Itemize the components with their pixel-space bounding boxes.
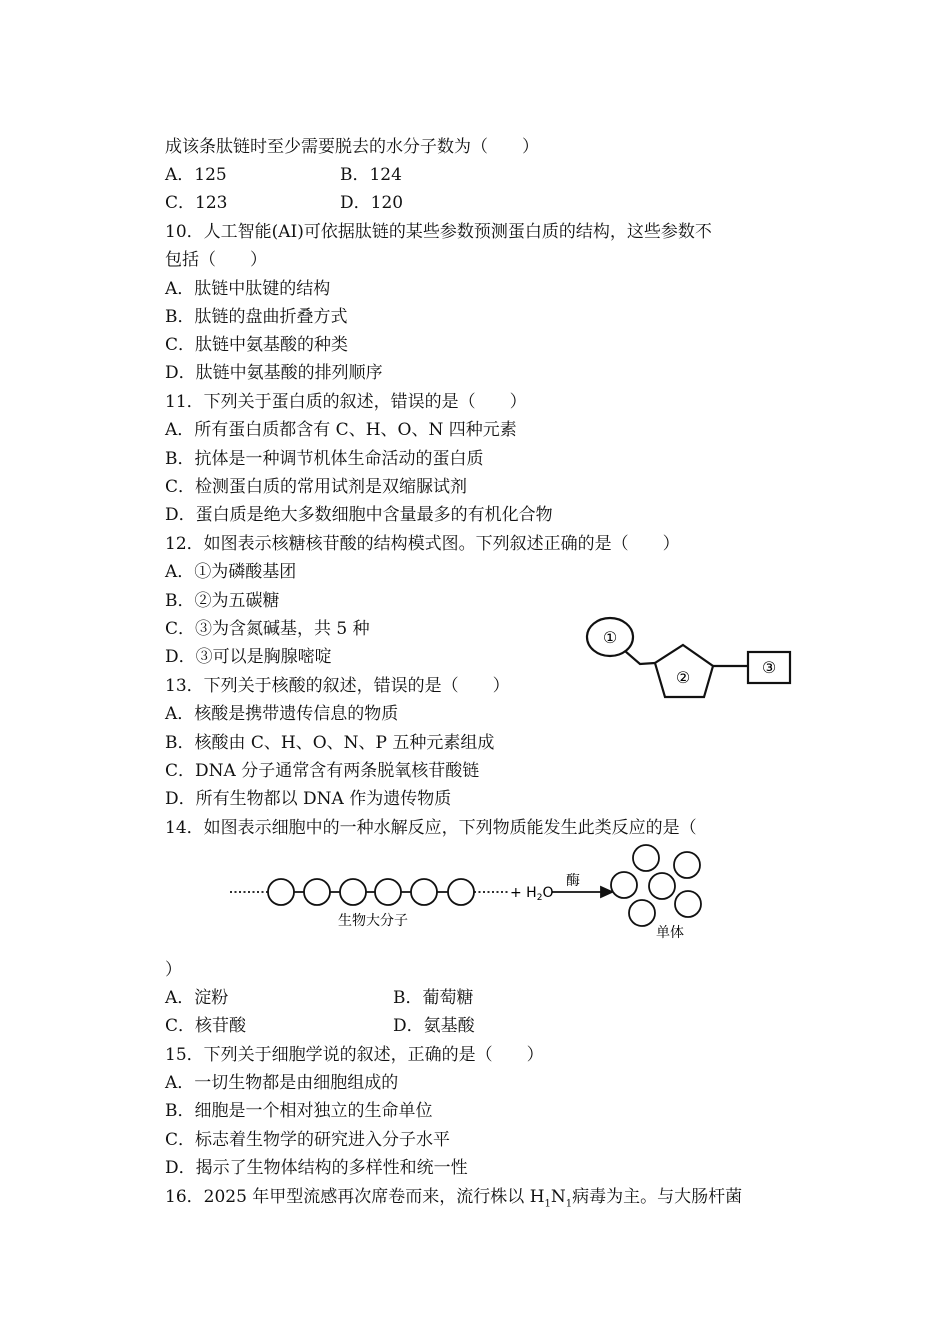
q9-option-d: D．120 <box>340 193 404 213</box>
q12-option-d: D．③可以是胸腺嘧啶 <box>165 647 332 667</box>
q14-option-d: D．氨基酸 <box>393 1016 475 1036</box>
hydrolysis-diagram <box>230 845 701 926</box>
q14-option-a: A．淀粉 <box>165 988 229 1008</box>
q10-option-d: D．肽链中氨基酸的排列顺序 <box>165 363 383 383</box>
q9-stem: 成该条肽链时至少需要脱去的水分子数为（ ） <box>165 137 539 157</box>
q11-stem: 11．下列关于蛋白质的叙述，错误的是（ ） <box>165 392 527 412</box>
q11-option-a: A．所有蛋白质都含有 C、H、O、N 四种元素 <box>165 420 517 440</box>
free-monomer <box>629 900 655 926</box>
q13-option-c: C．DNA 分子通常含有两条脱氧核苷酸链 <box>165 761 480 781</box>
q13-stem: 13．下列关于核酸的叙述，错误的是（ ） <box>165 676 510 696</box>
q15-option-d: D．揭示了生物体结构的多样性和统一性 <box>165 1158 468 1178</box>
subscript: 1 <box>544 1198 551 1210</box>
q11-option-c: C．检测蛋白质的常用试剂是双缩脲试剂 <box>165 477 468 497</box>
q16-stem <box>165 1186 742 1208</box>
q15-option-c: C．标志着生物学的研究进入分子水平 <box>165 1130 451 1150</box>
q14-option-c: C．核苷酸 <box>165 1016 247 1036</box>
label-3: ③ <box>761 658 777 677</box>
q12-option-a: A．①为磷酸基团 <box>165 562 297 582</box>
free-monomer <box>675 891 701 917</box>
q12-stem: 12．如图表示核糖核苷酸的结构模式图。下列叙述正确的是（ ） <box>165 534 680 554</box>
q10-option-b: B．肽链的盘曲折叠方式 <box>165 307 348 327</box>
q14-stem-end: ） <box>165 960 182 980</box>
q11-option-d: D．蛋白质是绝大多数细胞中含量最多的有机化合物 <box>165 505 553 525</box>
q10-stem-2: 包括（ ） <box>165 250 267 270</box>
q16-text-n: N <box>550 1187 566 1207</box>
monomer-circle <box>411 879 437 905</box>
q10-option-a: A．肽链中肽键的结构 <box>165 279 331 299</box>
arrow-head <box>601 887 612 897</box>
monomer-circle <box>304 879 330 905</box>
q9-option-b: B．124 <box>340 165 402 185</box>
q16-text-a: 16．2025 年甲型流感再次席卷而来，流行株以 H <box>165 1187 545 1207</box>
label-1: ① <box>602 628 618 647</box>
label-2: ② <box>675 668 691 687</box>
macromolecule-label: 生物大分子 <box>338 913 408 929</box>
monomer-label: 单体 <box>656 925 684 941</box>
monomer-circle <box>268 879 294 905</box>
subscript: 1 <box>565 1198 573 1210</box>
bond-line <box>625 651 655 664</box>
free-monomer <box>633 845 659 871</box>
q16-text-b: 病毒为主。与大肠杆菌 <box>572 1187 743 1207</box>
enzyme-label: 酶 <box>566 873 580 889</box>
q14-option-b: B．葡萄糖 <box>393 988 474 1008</box>
q13-option-b: B．核酸由 C、H、O、N、P 五种元素组成 <box>165 733 495 753</box>
q9-option-c: C．123 <box>165 193 228 213</box>
monomer-circle <box>448 879 474 905</box>
q15-option-a: A．一切生物都是由细胞组成的 <box>165 1073 399 1093</box>
free-monomer <box>611 872 637 898</box>
q12-option-c: C．③为含氮碱基，共 5 种 <box>165 619 370 639</box>
free-monomer <box>649 873 675 899</box>
q13-option-d: D．所有生物都以 DNA 作为遗传物质 <box>165 789 452 809</box>
free-monomer <box>674 852 700 878</box>
q15-option-b: B．细胞是一个相对独立的生命单位 <box>165 1101 433 1121</box>
monomer-circle <box>340 879 366 905</box>
q13-option-a: A．核酸是携带遗传信息的物质 <box>165 704 399 724</box>
q11-option-b: B．抗体是一种调节机体生命活动的蛋白质 <box>165 449 484 469</box>
water-label: + $H_2O$ <box>510 885 554 903</box>
q12-option-b: B．②为五碳糖 <box>165 591 280 611</box>
q14-stem: 14．如图表示细胞中的一种水解反应，下列物质能发生此类反应的是（ <box>165 818 697 838</box>
q10-option-c: C．肽链中氨基酸的种类 <box>165 335 349 355</box>
q15-stem: 15．下列关于细胞学说的叙述，正确的是（ ） <box>165 1045 544 1065</box>
q10-stem: 10．人工智能(AI)可依据肽链的某些参数预测蛋白质的结构，这些参数不 <box>165 222 712 242</box>
monomer-circle <box>375 879 401 905</box>
q9-option-a: A．125 <box>165 165 227 185</box>
